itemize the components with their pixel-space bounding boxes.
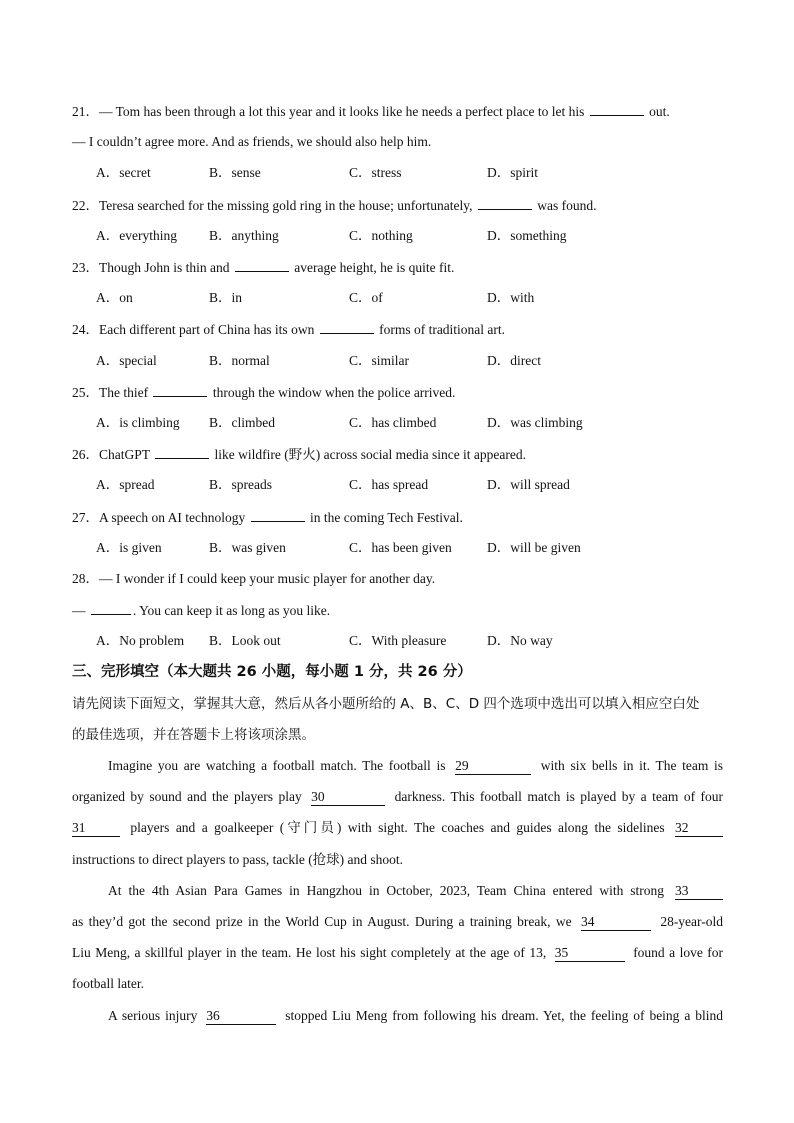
question-stem-end: through the window when the police arrived. <box>212 385 456 400</box>
option-d: D．will be given <box>487 540 581 555</box>
question-number: 27 <box>72 510 86 525</box>
option-c: C．of <box>349 290 383 305</box>
option-a: A．on <box>96 290 133 305</box>
option-d: D．direct <box>487 353 541 368</box>
question-27: 27．A speech on AI technology in the coming Tech Festival. <box>72 510 463 525</box>
option-b: B．Look out <box>209 633 281 648</box>
reply-text: . You can keep it as long as you like. <box>132 603 331 618</box>
question-21-reply: — I couldn’t agree more. And as friends, we should also help him. <box>72 134 432 149</box>
question-stem-end: was found. <box>537 198 597 213</box>
cloze-blank-30: 30 <box>311 789 385 806</box>
question-stem: Though John is thin and <box>99 260 230 275</box>
question-stem: — Tom has been through a lot this year and it looks like he needs a perfect place to let his <box>99 104 585 119</box>
answer-blank <box>590 102 644 116</box>
cloze-blank-32: 32 <box>675 820 723 837</box>
question-26: 26．ChatGPT like wildfire (野火) across social media since it appeared. <box>72 447 527 462</box>
question-stem: Each different part of China has its own <box>99 322 315 337</box>
answer-blank <box>320 320 374 334</box>
option-c: C．has been given <box>349 540 452 555</box>
question-stem: A speech on AI technology <box>99 510 246 525</box>
option-a: A．secret <box>96 165 151 180</box>
question-28: 28．— I wonder if I could keep your music player for another day. <box>72 571 436 586</box>
question-stem: The thief <box>99 385 149 400</box>
answer-blank <box>155 445 209 459</box>
section-instruction-cont: 的最佳选项，并在答题卡上将该项涂黑。 <box>72 727 315 743</box>
question-stem: Teresa searched for the missing gold ring in the house; unfortunately, <box>99 198 473 213</box>
question-stem-end: in the coming Tech Festival. <box>309 510 463 525</box>
question-25: 25．The thief through the window when the police arrived. <box>72 385 456 400</box>
option-c: C．has climbed <box>349 415 437 430</box>
answer-blank <box>251 508 305 522</box>
option-a: A．everything <box>96 228 177 243</box>
option-a: A．is climbing <box>96 415 180 430</box>
passage-line: Liu Meng, a skillful player in the team. He lost his sight completely at the age of 13, 35 found a love for <box>72 945 724 960</box>
passage-line: At the 4th Asian Para Games in Hangzhou in October, 2023, Team China entered with strong 33 <box>72 882 723 900</box>
option-b: B．anything <box>209 228 279 243</box>
question-number: 26 <box>72 447 86 462</box>
answer-blank <box>478 196 532 210</box>
question-number: 24 <box>72 322 86 337</box>
option-d: D．with <box>487 290 535 305</box>
option-c: C．similar <box>349 353 409 368</box>
question-24: 24．Each different part of China has its own forms of traditional art. <box>72 322 506 337</box>
option-b: B．normal <box>209 353 270 368</box>
question-28-reply <box>72 601 722 620</box>
option-c: C．has spread <box>349 477 429 492</box>
answer-blank <box>91 601 131 615</box>
question-number: 21 <box>72 104 86 119</box>
question-22: 22．Teresa searched for the missing gold ring in the house; unfortunately, was found. <box>72 198 597 213</box>
cloze-blank-29: 29 <box>455 758 531 775</box>
question-stem-end: average height, he is quite fit. <box>294 260 455 275</box>
question-23: 23．Though John is thin and average height, he is quite fit. <box>72 260 455 275</box>
question-number: 22 <box>72 198 86 213</box>
option-b: B．climbed <box>209 415 275 430</box>
option-a: A．is given <box>96 540 162 555</box>
option-a: A．spread <box>96 477 155 492</box>
option-c: C．nothing <box>349 228 413 243</box>
passage-line: organized by sound and the players play 30 darkness. This football match is played by a team of four <box>72 789 724 804</box>
cloze-blank-33: 33 <box>675 883 723 900</box>
option-d: D．will spread <box>487 477 570 492</box>
passage-line: as they’d got the second prize in the World Cup in August. During a training break, we 34 28-year-old <box>72 914 724 929</box>
question-21: 21．— Tom has been through a lot this year and it looks like he needs a perfect place to let his out. <box>72 104 670 119</box>
answer-blank <box>235 258 289 272</box>
question-number: 25 <box>72 385 86 400</box>
option-c: C．With pleasure <box>349 633 447 648</box>
cloze-blank-36: 36 <box>206 1008 276 1025</box>
option-b: B．sense <box>209 165 261 180</box>
passage-line: Imagine you are watching a football match. The football is 29 with six bells in it. The team is <box>108 758 724 773</box>
option-b: B．in <box>209 290 243 305</box>
section-instruction: 请先阅读下面短文，掌握其大意，然后从各小题所给的 A、B、C、D 四个选项中选出可以填入相应空白处 <box>72 696 700 712</box>
option-d: D．spirit <box>487 165 539 180</box>
passage-line: 31 players and a goalkeeper (守门员) with sight. The coaches and guides along the sidelines 32 <box>72 819 723 837</box>
question-stem: — I wonder if I could keep your music player for another day. <box>99 571 436 586</box>
reply-dash: — <box>72 603 86 618</box>
section-heading: 三、完形填空（本大题共 26 小题，每小题 1 分，共 26 分） <box>72 664 472 680</box>
option-b: B．was given <box>209 540 286 555</box>
answer-blank <box>153 383 207 397</box>
question-stem-end: like wildfire (野火) across social media since it appeared. <box>214 447 527 462</box>
option-d: D．was climbing <box>487 415 583 430</box>
passage-line: instructions to direct players to pass, tackle (抢球) and shoot. <box>72 852 404 867</box>
question-number: 23 <box>72 260 86 275</box>
option-a: A．special <box>96 353 157 368</box>
option-a: A．No problem <box>96 633 185 648</box>
question-stem: ChatGPT <box>99 447 150 462</box>
option-b: B．spreads <box>209 477 272 492</box>
option-c: C．stress <box>349 165 402 180</box>
passage-line: A serious injury 36 stopped Liu Meng from following his dream. Yet, the feeling of being a blind <box>108 1008 724 1023</box>
passage-line: football later. <box>72 976 144 991</box>
question-stem-end: forms of traditional art. <box>379 322 506 337</box>
cloze-blank-31: 31 <box>72 820 120 837</box>
cloze-blank-35: 35 <box>555 945 625 962</box>
question-number: 28 <box>72 571 86 586</box>
option-d: D．No way <box>487 633 553 648</box>
option-d: D．something <box>487 228 567 243</box>
cloze-blank-34: 34 <box>581 914 651 931</box>
question-stem-end: out. <box>649 104 670 119</box>
